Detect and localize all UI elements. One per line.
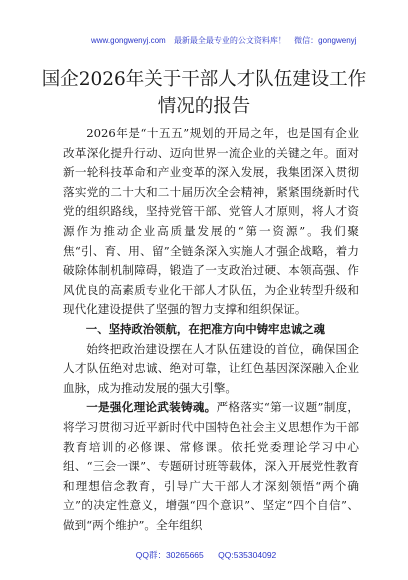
site-slogan: 最新最全最专业的公文资料库！	[173, 36, 286, 45]
wechat-id: 微信：gongwenyj	[294, 36, 357, 45]
site-header	[88, 36, 357, 46]
contact-footer	[90, 549, 322, 561]
point-paragraph	[63, 398, 359, 535]
document-title: 国企2026年关于干部人才队伍建设工作情况的报告	[41, 69, 367, 117]
intro-paragraph: 2026年是“十五五”规划的开局之年，也是国有企业改革深化提升行动、迈向世界一流企业的关键之年。面对新一轮科技革命和产业变革的深入发展，我集团深入贯彻落实党的二十大和二十届历次全会精神，紧紧围绕新时代党的组织路线，坚持党管干部、党管人才原则，将人才资源作为推动企业高质量发展的“第一资源”。我们聚焦“引、育、用、留”全链条深入实施人才强企战略，着力破除体制机制障碍，锻造了一支政治过硬、本领高强、作风优良的高素质专业化干部人才队伍，为企业转型升级和现代化建设提供了坚强的智力支撑和组织保证。	[63, 126, 359, 317]
point-text: 严格落实“第一议题”制度，将学习贯彻习近平新时代中国特色社会主义思想作为干部教育培训的必修课、常修课。依托党委理论学习中心组、“三会一课”、专题研讨班等载体，深入开展党性教育和理想信念教育，引导广大干部人才深刻领悟“两个确立”的决定性意义，增强“四个意识”、坚定“四个自信”、做到“两个维护”。全年组织	[63, 400, 359, 532]
qq-number: QQ:535304092	[218, 550, 277, 560]
section-heading: 一、坚持政治领航，在把准方向中铸牢忠诚之魂	[85, 321, 326, 336]
site-url-link[interactable]: www.gongwenyj.com	[91, 36, 166, 45]
point-lead: 一是强化理论武装铸魂。	[86, 400, 217, 415]
document-body	[63, 124, 359, 535]
section-paragraph: 始终把政治建设摆在人才队伍建设的首位，确保国企人才队伍绝对忠诚、绝对可靠，让红色基因深深融入企业血脉，成为推动发展的强大引擎。	[63, 341, 359, 395]
qq-group: QQ群：30265665	[135, 550, 204, 560]
